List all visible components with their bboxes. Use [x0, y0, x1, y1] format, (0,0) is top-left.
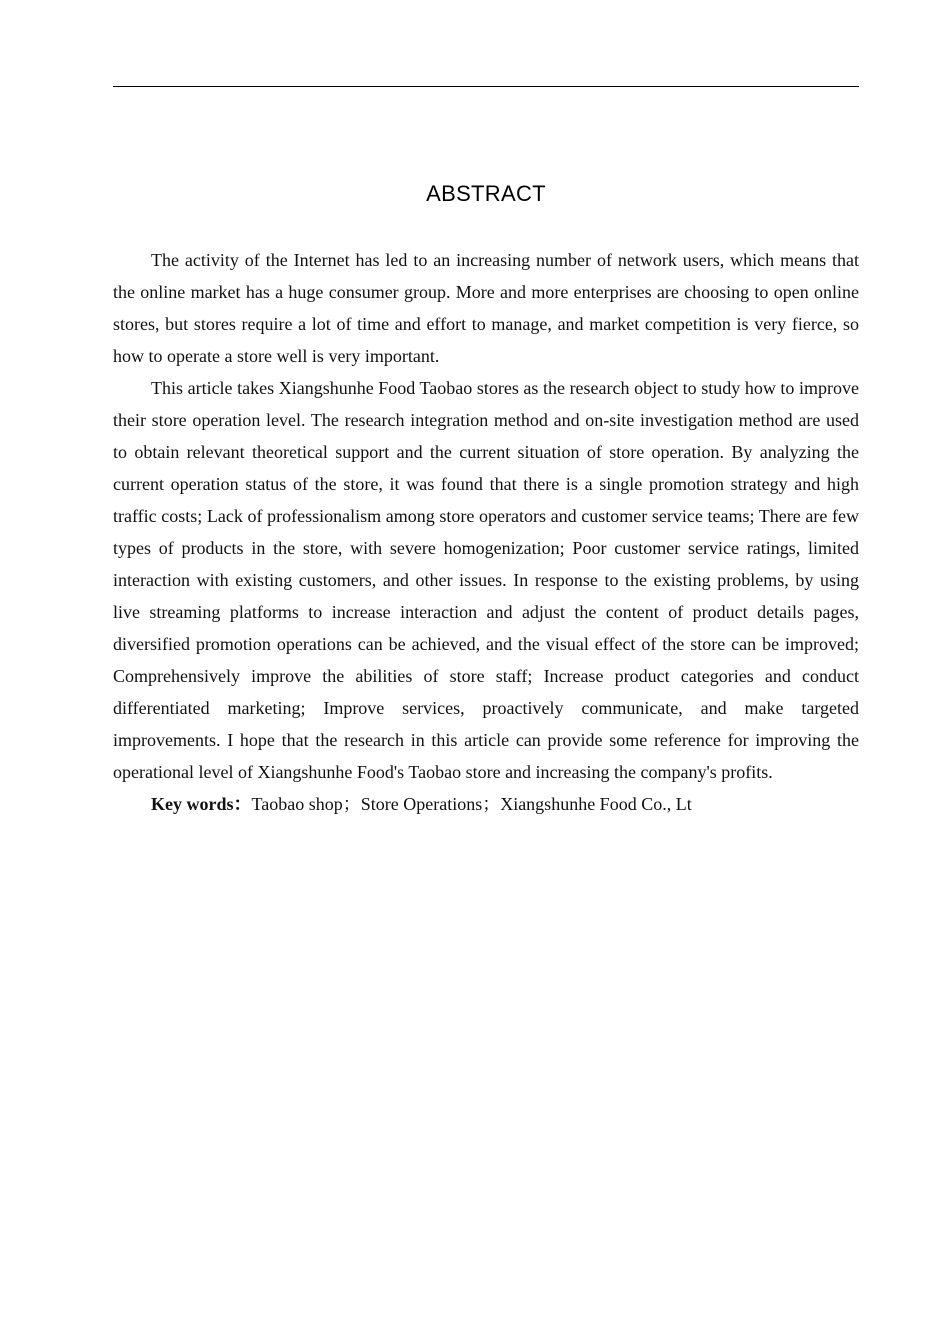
keywords-list: Taobao shop；Store Operations；Xiangshunhe Food Co., Lt — [251, 794, 692, 814]
abstract-body — [113, 244, 859, 820]
abstract-paragraph-2: This article takes Xiangshunhe Food Taobao stores as the research object to study how to improve their store operation level. The research integration method and on-site investigation method are used to obtain relevant theoretical support and the current situation of store operation. By analyzing the current operation status of the store, it was found that there is a single promotion strategy and high traffic costs; Lack of professionalism among store operators and customer service teams; There are few types of products in the store, with severe homogenization; Poor customer service ratings, limited interaction with existing customers, and other issues. In response to the existing problems, by using live streaming platforms to increase interaction and adjust the content of product details pages, diversified promotion operations can be achieved, and the visual effect of the store can be improved; Comprehensively improve the abilities of store staff; Increase product categories and conduct differentiated marketing; Improve services, proactively communicate, and make targeted improvements. I hope that the research in this article can provide some reference for improving the operational level of Xiangshunhe Food's Taobao store and increasing the company's profits. — [113, 378, 859, 782]
keywords-label: Key words： — [151, 794, 252, 814]
keywords-line — [113, 788, 859, 820]
abstract-paragraph-1: The activity of the Internet has led to an increasing number of network users, which means that the online market has a huge consumer group. More and more enterprises are choosing to open online stores, but stores require a lot of time and effort to manage, and market competition is very fierce, so how to operate a store well is very important. — [113, 250, 859, 366]
abstract-title: ABSTRACT — [426, 181, 546, 206]
header-rule — [113, 86, 859, 87]
